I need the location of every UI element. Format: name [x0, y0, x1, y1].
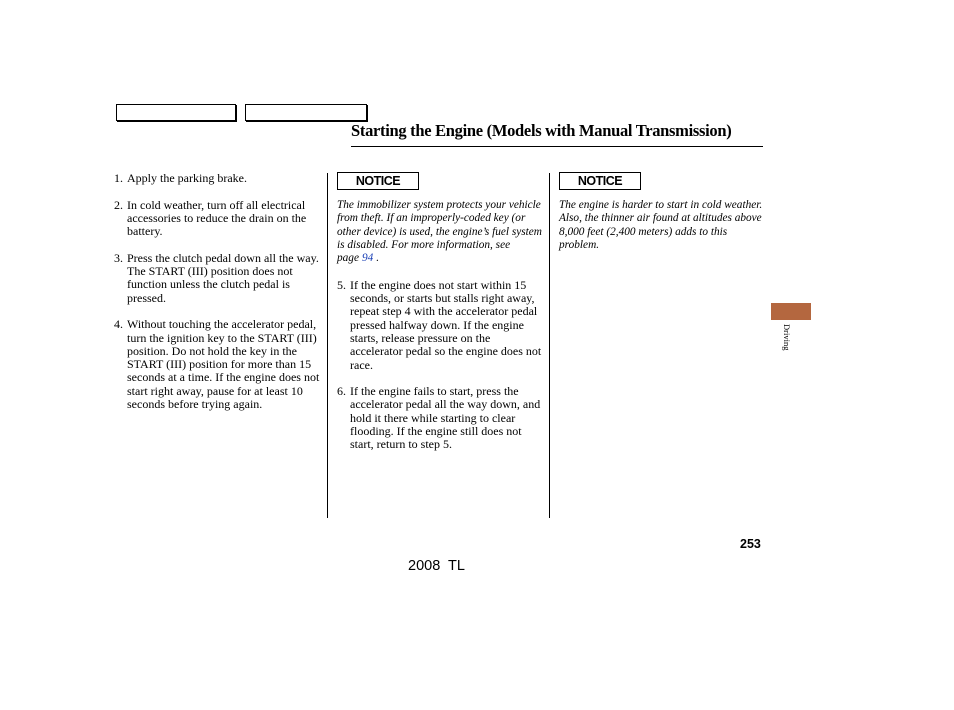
- column-steps-2: [337, 199, 542, 465]
- page-link[interactable]: 94: [361, 252, 374, 265]
- notice-badge: NOTICE: [559, 172, 641, 190]
- step-text: In cold weather, turn off all electrical accessories to reduce the drain on the battery.: [127, 197, 307, 239]
- title-divider: [351, 146, 763, 147]
- step-text: Without touching the accelerator pedal, turn the ignition key to the START (III) position. Do not hold the key in the START (III) position for more than 15 seconds at a time. If the engine does not start right away, pause for at least 10 seconds before trying again.: [127, 317, 320, 412]
- step-number: 5.: [337, 277, 346, 292]
- list-item: [114, 172, 324, 185]
- list-item: [114, 199, 324, 239]
- page-title: Starting the Engine (Models with Manual Transmission): [351, 121, 732, 140]
- nav-button-contents[interactable]: [245, 104, 367, 121]
- page-number: 253: [740, 537, 761, 551]
- nav-button-back[interactable]: [116, 104, 236, 121]
- section-label: Driving: [782, 324, 792, 351]
- notice-badge: NOTICE: [337, 172, 419, 190]
- section-tab[interactable]: [771, 303, 811, 320]
- column-steps-1: [114, 172, 324, 425]
- list-item: [337, 385, 542, 451]
- step-number: 1.: [114, 171, 123, 185]
- notice-text: The immobilizer system protects your vehicle from theft. If an improperly-coded key (or other device) is used, the engine’s fuel system is disabled. For more information, see page 94 .: [337, 199, 542, 265]
- column-divider: [327, 173, 328, 518]
- step-text: If the engine does not start within 15 seconds, or starts but stalls right away, repeat step 4 with the accelerator pedal pressed halfway down. If the engine starts, release pressure on the accelerator pedal so the engine does not race.: [350, 277, 542, 372]
- step-number: 4.: [114, 317, 123, 332]
- column-divider: [549, 173, 550, 518]
- footer-model: 2008 TL: [408, 558, 465, 574]
- notice-text: The engine is harder to start in cold weather. Also, the thinner air found at altitudes above 8,000 feet (2,400 meters) adds to this problem.: [559, 199, 763, 251]
- list-item: [114, 318, 324, 411]
- list-item: [114, 252, 324, 305]
- step-text: Apply the parking brake.: [127, 171, 247, 185]
- step-text: If the engine fails to start, press the accelerator pedal all the way down, and hold it there while starting to clear flooding. If the engine still does not start, return to step 5.: [350, 384, 541, 452]
- step-number: 2.: [114, 197, 123, 212]
- list-item: [337, 279, 542, 372]
- step-number: 6.: [337, 384, 346, 399]
- step-number: 3.: [114, 250, 123, 265]
- step-text: Press the clutch pedal down all the way. The START (III) position does not function unless the clutch pedal is pressed.: [127, 250, 319, 305]
- column-notice-3: [559, 199, 764, 265]
